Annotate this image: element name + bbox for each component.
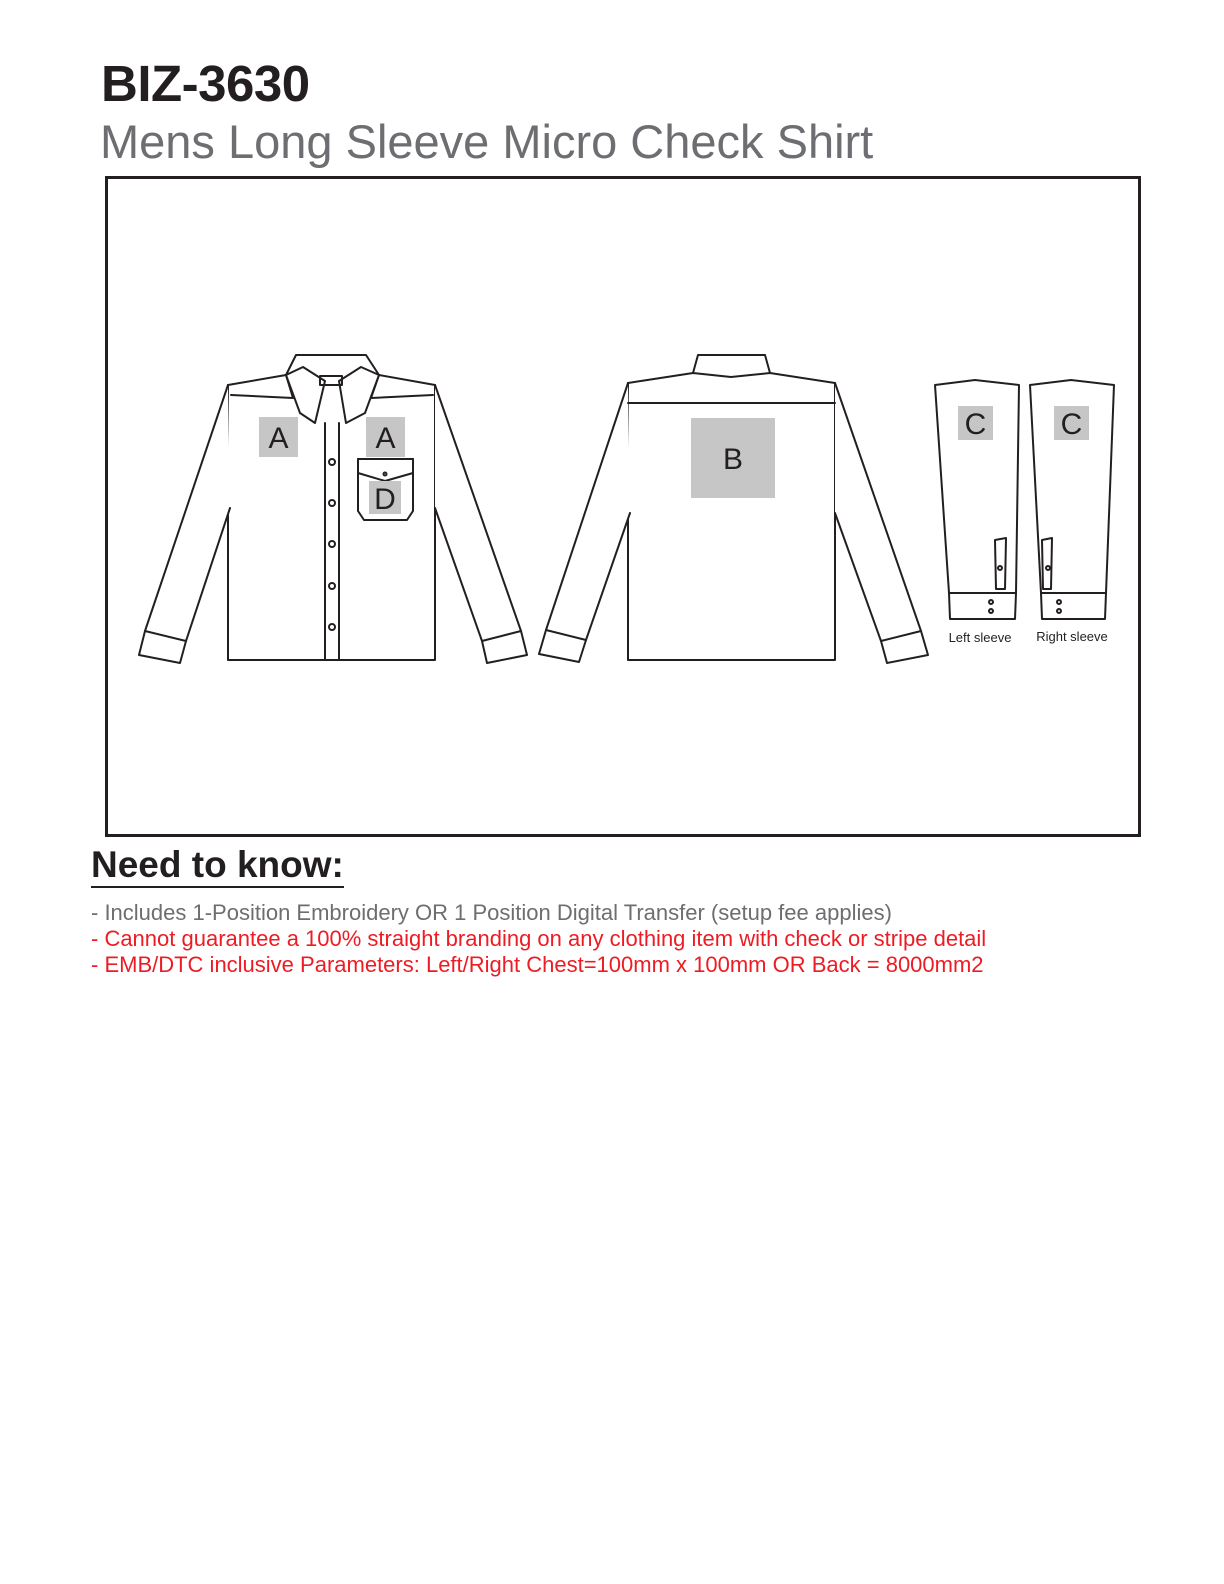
zone-c-right-label: C: [1060, 408, 1083, 441]
need-to-know-notes: [91, 900, 986, 978]
front-shirt-drawing: [139, 355, 527, 663]
product-code: BIZ-3630: [101, 55, 310, 112]
product-title: Mens Long Sleeve Micro Check Shirt: [100, 115, 874, 168]
note-parameters: - EMB/DTC inclusive Parameters: Left/Right Chest=100mm x 100mm OR Back = 8000mm2: [91, 952, 984, 977]
zone-d-label: D: [374, 483, 396, 516]
garment-diagram-frame: [105, 176, 1141, 837]
note-embroidery: - Includes 1-Position Embroidery OR 1 Position Digital Transfer (setup fee applies): [91, 900, 892, 925]
right-sleeve-label: Right sleeve: [1036, 629, 1108, 644]
zone-a-right-label: A: [375, 422, 396, 455]
left-sleeve-label: Left sleeve: [948, 630, 1012, 645]
garment-diagram: [108, 179, 1138, 834]
back-shirt-drawing: [539, 355, 928, 663]
zone-c-left-label: C: [964, 408, 987, 441]
zone-b-label: B: [722, 443, 744, 476]
note-straight-branding: - Cannot guarantee a 100% straight branding on any clothing item with check or stripe detail: [91, 926, 987, 951]
need-to-know-heading: Need to know:: [91, 846, 344, 888]
zone-a-left-label: A: [268, 422, 289, 455]
